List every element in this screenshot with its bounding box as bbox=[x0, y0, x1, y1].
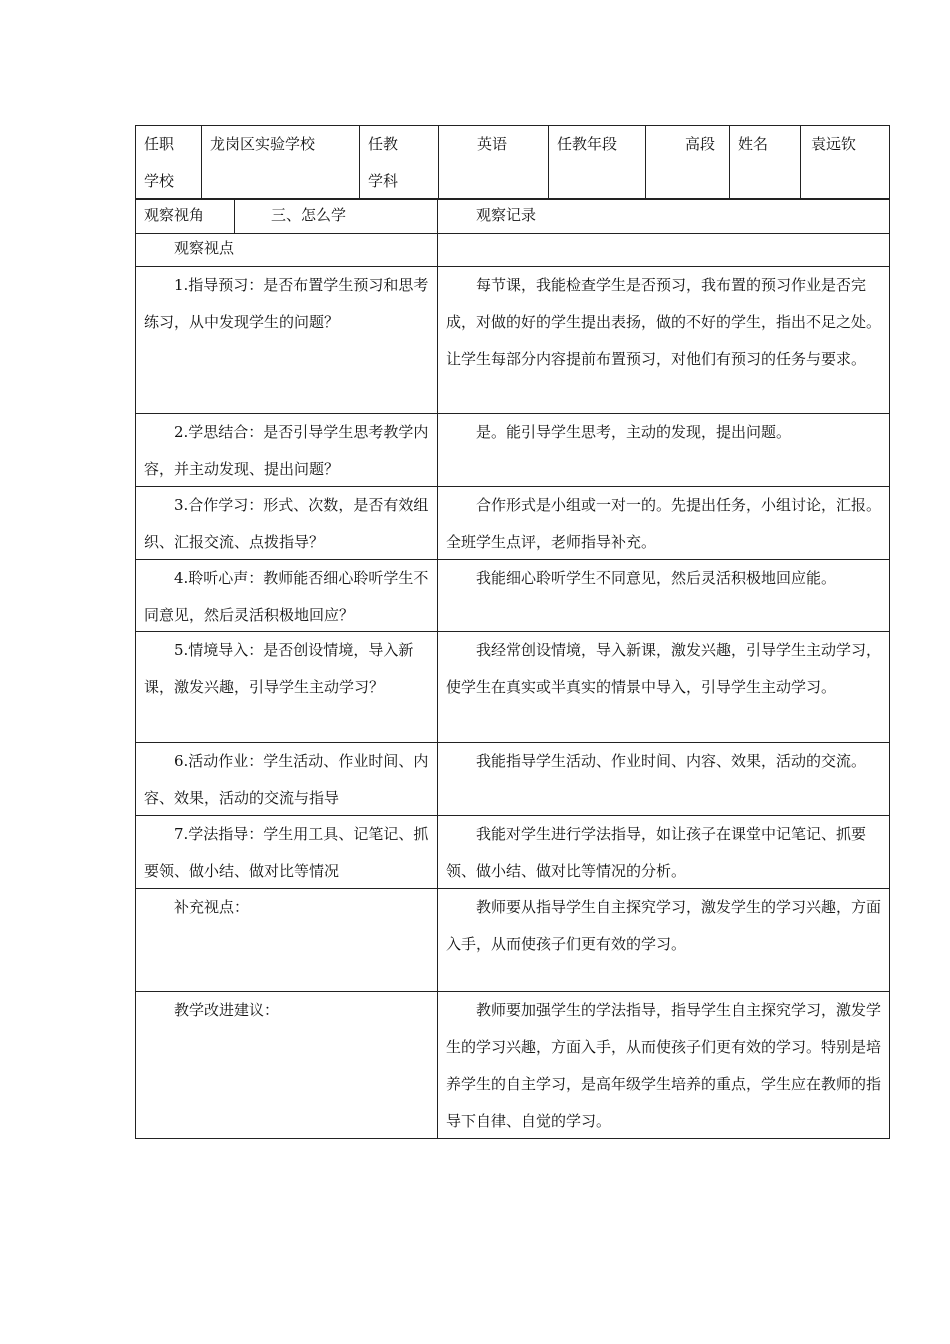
record-cell: 我经常创设情境，导入新课，激发兴趣，引导学生主动学习，使学生在真实或半真实的情景中导入，引导学生主动学习。 bbox=[446, 641, 882, 696]
point-cell: 6.活动作业：学生活动、作业时间、内容、效果，活动的交流与指导 bbox=[136, 743, 438, 815]
table-row bbox=[135, 632, 890, 743]
points-header: 观察视点 bbox=[136, 234, 438, 266]
record-cell: 教师要加强学生的学法指导，指导学生自主探究学习，激发学生的学习兴趣，方面入手，从而使孩子们更有效的学习。特别是培养学生的自主学习，是高年级学生培养的重点，学生应在教师的指导下自律、自觉的学习。 bbox=[446, 1001, 882, 1130]
grade-value: 高段 bbox=[646, 126, 730, 198]
table-row bbox=[135, 414, 890, 487]
point-cell: 3.合作学习：形式、次数，是否有效组织、汇报交流、点拨指导？ bbox=[136, 487, 438, 559]
angle-row bbox=[135, 199, 890, 234]
angle-value: 三、怎么学 bbox=[235, 200, 438, 233]
name-value: 袁远钦 bbox=[811, 135, 857, 153]
point-cell: 5.情境导入：是否创设情境，导入新课，激发兴趣，引导学生主动学习？ bbox=[136, 632, 438, 742]
record-cell: 是。能引导学生思考，主动的发现，提出问题。 bbox=[476, 423, 792, 441]
record-cell: 教师要从指导学生自主探究学习，激发学生的学习兴趣，方面入手，从而使孩子们更有效的学习。 bbox=[446, 898, 882, 953]
observation-form bbox=[135, 125, 890, 1139]
point-cell: 4.聆听心声：教师能否细心聆听学生不同意见，然后灵活积极地回应？ bbox=[136, 560, 438, 631]
subject-value: 英语 bbox=[439, 126, 549, 198]
table-row bbox=[135, 992, 890, 1139]
table-row bbox=[135, 487, 890, 560]
point-cell: 1.指导预习：是否布置学生预习和思考练习，从中发现学生的问题？ bbox=[136, 267, 438, 413]
point-cell: 教学改进建议： bbox=[136, 992, 438, 1138]
name-label: 姓名 bbox=[730, 126, 801, 198]
point-cell: 2.学思结合：是否引导学生思考教学内容，并主动发现、提出问题？ bbox=[136, 414, 438, 486]
record-cell: 每节课，我能检查学生是否预习，我布置的预习作业是否完成，对做的好的学生提出表扬，做的不好的学生，指出不足之处。让学生每部分内容提前布置预习，对他们有预习的任务与要求。 bbox=[446, 276, 882, 368]
record-cell: 我能指导学生活动、作业时间、内容、效果，活动的交流。 bbox=[476, 752, 867, 770]
subject-label: 任教 学科 bbox=[360, 126, 439, 198]
record-label: 观察记录 bbox=[476, 206, 537, 224]
record-cell: 我能对学生进行学法指导，如让孩子在课堂中记笔记、抓要领、做小结、做对比等情况的分析。 bbox=[446, 825, 867, 880]
table-row bbox=[135, 743, 890, 816]
school-label: 任职 学校 bbox=[136, 126, 202, 198]
points-header-row bbox=[135, 234, 890, 267]
table-row bbox=[135, 816, 890, 889]
grade-label: 任教年段 bbox=[549, 126, 646, 198]
point-cell: 补充视点： bbox=[136, 889, 438, 991]
angle-label: 观察视角 bbox=[136, 200, 235, 233]
record-cell: 我能细心聆听学生不同意见，然后灵活积极地回应能。 bbox=[476, 569, 837, 587]
point-cell: 7.学法指导：学生用工具、记笔记、抓要领、做小结、做对比等情况 bbox=[136, 816, 438, 888]
header-row bbox=[135, 125, 890, 199]
record-cell: 合作形式是小组或一对一的。先提出任务，小组讨论，汇报。全班学生点评，老师指导补充。 bbox=[446, 496, 882, 551]
table-row bbox=[135, 267, 890, 414]
points-header-blank bbox=[438, 234, 889, 266]
table-row bbox=[135, 889, 890, 992]
table-row bbox=[135, 560, 890, 632]
school-value: 龙岗区实验学校 bbox=[202, 126, 360, 198]
